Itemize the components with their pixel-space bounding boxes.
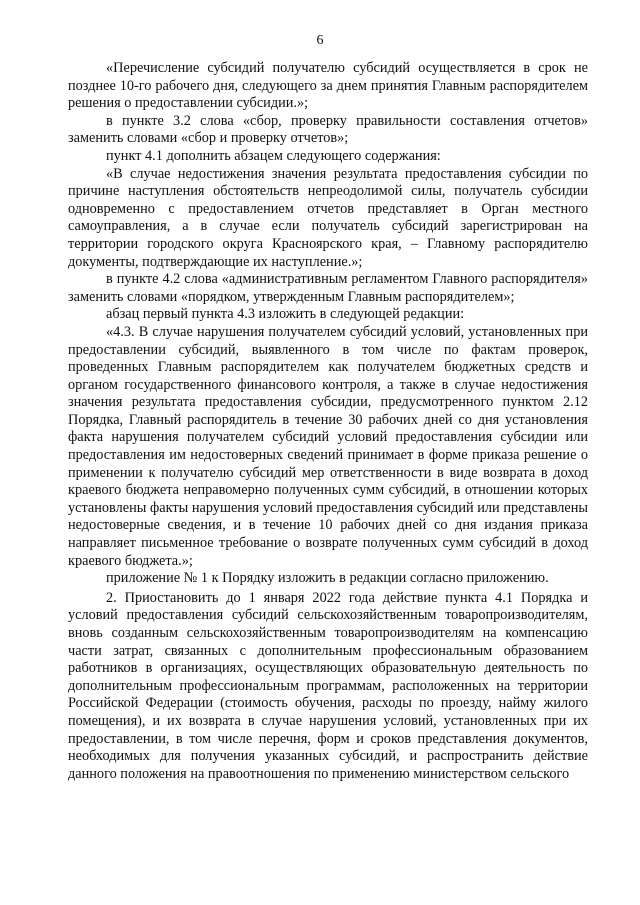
paragraph-point-4-3-intro: абзац первый пункта 4.3 изложить в следующей редакции: [106, 306, 465, 323]
paragraph-point-4-3-text: «4.3. В случае нарушения получателем субсидий условий, установленных при предоставлении субсидий, выявленного в том числе по фактам проверок, проведенных Главным распорядителем как получателем бюджетных средств и органом государственного финансового контроля, а также в случае недостижения значения результата предоставления субсидии, предусмотренного пунктом 2.12 Порядка, Главный распорядитель в течение 30 рабочих дней со дня установления факта нарушения получателем субсидий условий предоставления субсидии или предоставления им недостоверных сведений принимает в форме приказа решение о применении к получателю субсидий мер ответственности в виде возврата в доход краевого бюджета неправомерно полученных сумм субсидий, в отношении которых установлены факты нарушения условий предоставления субсидий или представлены недостоверные сведения, и в течение 10 рабочих дней со дня издания приказа направляет письменное требование о возврате полученных сумм субсидий в доход краевого бюджета.»; [68, 323, 588, 569]
paragraph-point-4-2: в пункте 4.2 слова «административным регламентом Главного распорядителя» заменить словами «порядком, утвержденным Главным распорядителем»; [68, 271, 588, 305]
paragraph-item-2: 2. Приостановить до 1 января 2022 года действие пункта 4.1 Порядка и условий предоставления субсидий сельскохозяйственным товаропроизводителям, вновь созданным сельскохозяйственным товаропроизводителям на компенсацию части затрат, связанных с дополнительным профессиональным образованием работников в организациях, осуществляющих образовательную деятельность по дополнительным профессиональным программам, расположенных на территории Российской Федерации (стоимость обучения, расходы по проезду, найму жилого помещения), и их возврата в случае нарушения условий, установленных при их предоставлении, в том числе перечня, форм и сроков представления документов, необходимых для получения указанных субсидий, и распространить действие данного положения на правоотношения по применению министерством сельского [68, 589, 588, 782]
paragraph-point-3-2: в пункте 3.2 слова «сбор, проверку правильности составления отчетов» заменить словами «сбор и проверку отчетов»; [68, 112, 588, 147]
paragraph-point-4-1: пункт 4.1 дополнить абзацем следующего содержания: [106, 147, 441, 164]
paragraph-subsidy-transfer: «Перечисление субсидий получателю субсидий осуществляется в срок не позднее 10-го рабочего дня, следующего за днем принятия Главным распорядителем решения о предоставлении субсидии.»; [68, 60, 588, 112]
document-body [68, 60, 588, 783]
page-number: 6 [316, 33, 324, 48]
paragraph-force-majeure: «В случае недостижения значения результата предоставления субсидии по причине наступления обстоятельств непреодолимой силы, получатель субсидии одновременно с предоставлением отчетов представляет в Орган местного самоуправления, а в случае если получатель субсидий зарегистрирован на территории городского округа Красноярского края, – Главному распорядителю документы, подтверждающие их наступление.»; [68, 165, 588, 270]
paragraph-appendix: приложение № 1 к Порядку изложить в редакции согласно приложению. [106, 570, 549, 587]
